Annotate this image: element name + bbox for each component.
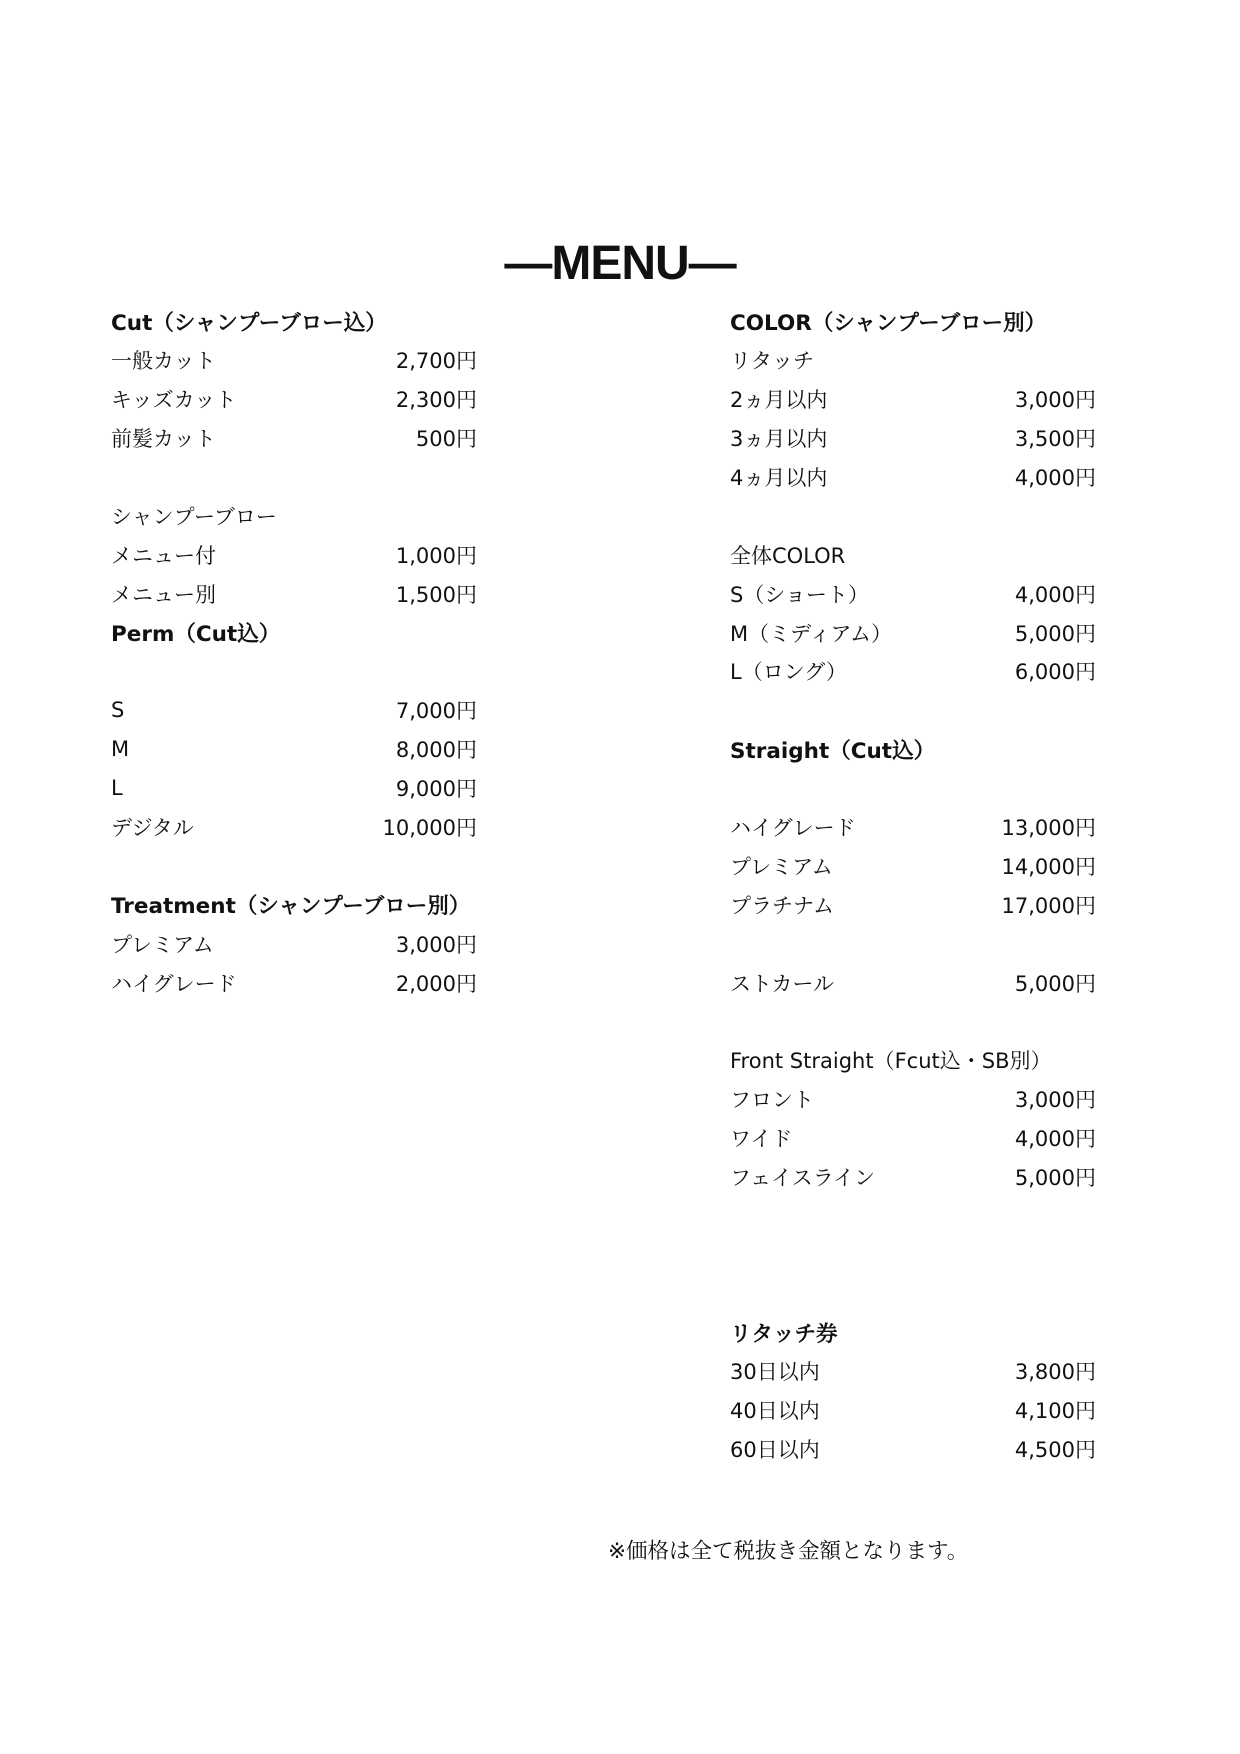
page-title: ―MENU―: [504, 237, 736, 290]
item-price: 8,000円: [395, 738, 477, 763]
left-menu-column: [111, 302, 477, 1002]
menu-item: [730, 885, 1096, 924]
item-price: 4,000円: [1014, 582, 1096, 607]
item-price: 7,000円: [395, 699, 477, 724]
menu-item: [111, 341, 477, 380]
menu-item: [111, 924, 477, 963]
item-name: S（ショート）: [730, 582, 869, 607]
subheading-retouch: リタッチ: [730, 349, 814, 374]
section-heading-perm: Perm（Cut込）: [111, 622, 281, 648]
item-name: 前髪カット: [111, 427, 216, 452]
menu-item: [730, 613, 1096, 652]
menu-item: [730, 1430, 1096, 1469]
item-name: プレミアム: [730, 854, 833, 879]
section-heading-full-color: 全体COLOR: [730, 543, 846, 568]
item-price: 9,000円: [395, 777, 477, 802]
item-name: フロント: [730, 1088, 814, 1113]
menu-item: [111, 691, 477, 730]
item-price: 6,000円: [1014, 660, 1096, 685]
item-name: 一般カット: [111, 349, 216, 374]
item-name: デジタル: [111, 816, 194, 841]
menu-item: [111, 574, 477, 613]
section-heading-retouch-ticket: リタッチ券: [730, 1322, 838, 1348]
menu-item: [111, 419, 477, 458]
menu-item: [730, 380, 1096, 419]
menu-item: [730, 652, 1096, 691]
item-name: プラチナム: [730, 893, 834, 918]
item-price: 17,000円: [1001, 893, 1096, 918]
menu-item: [111, 730, 477, 769]
item-name: 4ヵ月以内: [730, 466, 828, 490]
item-name: L（ロング）: [730, 660, 847, 685]
section-heading-cut: Cut（シャンプーブロー込）: [111, 310, 387, 336]
item-price: 13,000円: [1001, 816, 1096, 841]
item-price: 3,000円: [395, 932, 477, 957]
item-price: 10,000円: [382, 816, 477, 841]
menu-item: [111, 535, 477, 574]
menu-item: [111, 380, 477, 419]
section-heading-straight: Straight（Cut込）: [730, 738, 936, 764]
menu-item: [730, 458, 1096, 497]
tax-note: ※価格は全て税抜き金額となります。: [608, 1539, 969, 1564]
item-name: 3ヵ月以内: [730, 427, 828, 452]
section-heading-shampoo: シャンプーブロー: [111, 504, 277, 529]
item-price: 5,000円: [1014, 1166, 1096, 1191]
item-price: 14,000円: [1001, 854, 1096, 879]
item-price: 4,100円: [1014, 1399, 1096, 1424]
item-name: キッズカット: [111, 388, 237, 413]
item-price: 1,500円: [395, 582, 477, 607]
item-name: プレミアム: [111, 932, 214, 957]
item-price: 5,000円: [1014, 621, 1096, 646]
menu-item: [111, 769, 477, 808]
item-price: 3,000円: [1014, 1088, 1096, 1113]
menu-item: [730, 1352, 1096, 1391]
item-name: 30日以内: [730, 1360, 820, 1385]
item-name: フェイスライン: [730, 1166, 876, 1191]
item-name: メニュー付: [111, 543, 216, 568]
item-name: ハイグレード: [111, 971, 237, 996]
item-price: 1,000円: [395, 543, 477, 568]
item-price: 3,500円: [1014, 427, 1096, 452]
section-heading-front-straight: Front Straight（Fcut込・SB別）: [730, 1049, 1052, 1074]
item-name: 2ヵ月以内: [730, 388, 828, 413]
item-price: 500円: [415, 427, 477, 452]
item-name: M（ミディアム）: [730, 621, 892, 646]
menu-item: [730, 963, 1096, 1002]
item-name: ワイド: [730, 1127, 793, 1152]
menu-item: [730, 846, 1096, 885]
item-price: 3,000円: [1014, 388, 1096, 413]
item-name: ストカール: [730, 971, 834, 996]
item-price: 2,000円: [395, 971, 477, 996]
item-price: 4,000円: [1014, 466, 1096, 490]
item-name: L: [111, 776, 123, 801]
section-heading-color: COLOR（シャンプーブロー別）: [730, 310, 1047, 336]
item-name: 60日以内: [730, 1438, 820, 1463]
menu-item: [730, 574, 1096, 613]
item-name: メニュー別: [111, 582, 216, 607]
item-price: 2,300円: [395, 388, 477, 413]
right-menu-column: [730, 302, 1096, 1469]
item-name: M: [111, 737, 130, 762]
menu-item: [730, 808, 1096, 847]
menu-item: [730, 1119, 1096, 1158]
menu-item: [730, 1391, 1096, 1430]
menu-item: [111, 963, 477, 1002]
item-price: 2,700円: [395, 349, 477, 374]
item-price: 5,000円: [1014, 971, 1096, 996]
item-price: 3,800円: [1014, 1360, 1096, 1385]
item-name: ハイグレード: [730, 816, 856, 841]
item-price: 4,000円: [1014, 1127, 1096, 1152]
item-price: 4,500円: [1014, 1438, 1096, 1463]
menu-item: [730, 1080, 1096, 1119]
item-name: 40日以内: [730, 1399, 820, 1424]
menu-item: [730, 419, 1096, 458]
menu-item: [730, 1158, 1096, 1197]
item-name: S: [111, 698, 125, 723]
section-heading-treatment: Treatment（シャンプーブロー別）: [111, 894, 471, 920]
menu-item: [111, 808, 477, 847]
